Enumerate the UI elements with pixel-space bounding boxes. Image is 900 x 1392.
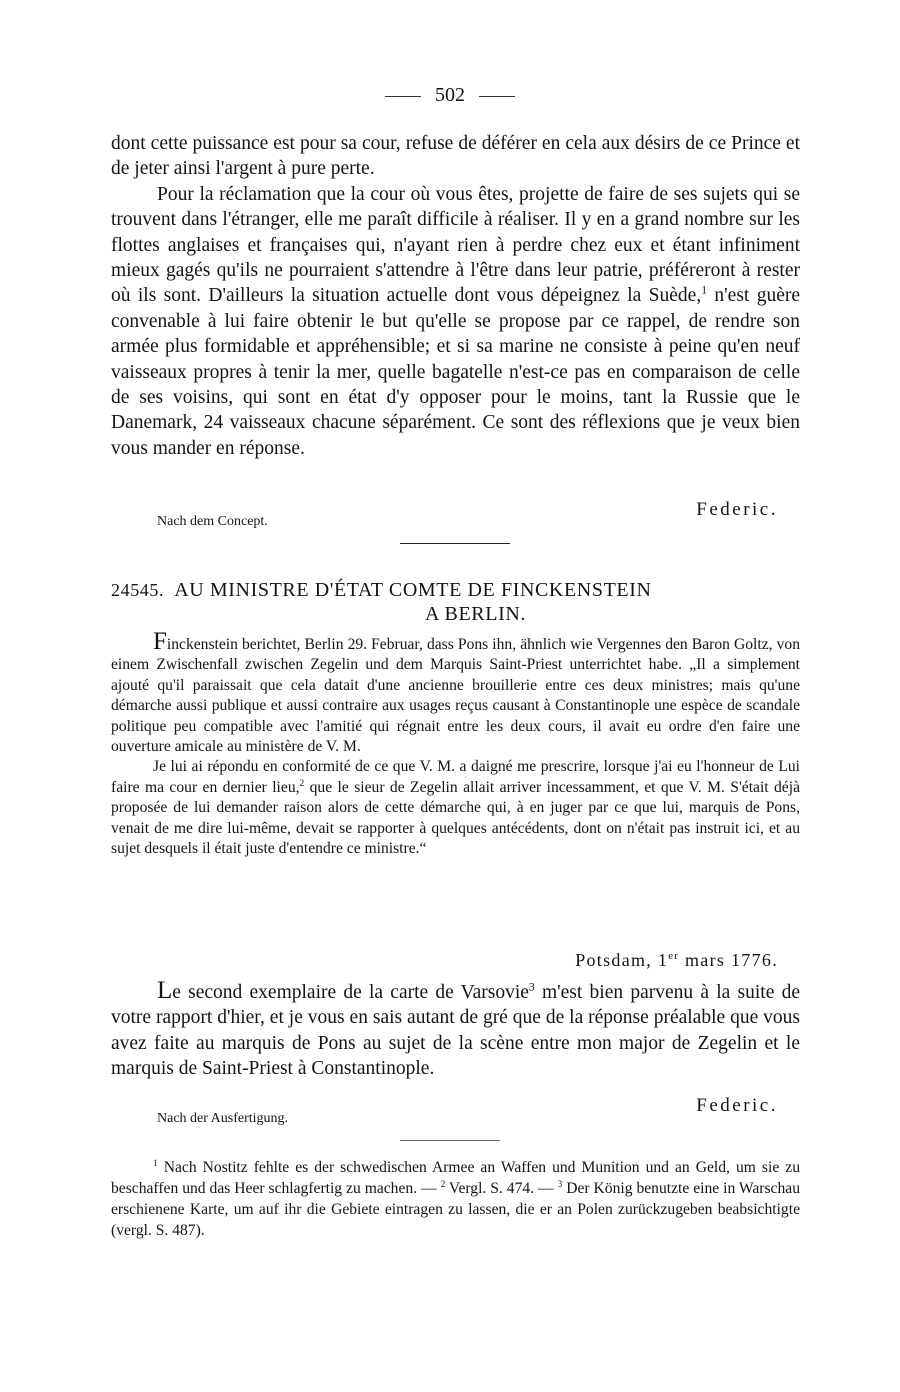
letter2-source-note: Nach der Ausfertigung. [157,1111,289,1126]
document-heading [111,578,800,626]
dateline [575,950,778,971]
letter1-paragraph-2-text-b: n'est guère convenable à lui faire obtenir le but qu'elle se propose par ce rappel, de rendre son armée plus formidable et appréhensible; et si sa marine ne consiste à peine qu'en neuf vaisseaux propres à tenir la mer, quelle bagatelle n'est-ce pas en comparaison de celle de ses voisins, qui sont en état d'y opposer pour le moins, tant la Russie que le Danemark, 24 vaisseaux chacune séparément. Ce sont des réflexions que je veux bien vous mander en réponse. [111,285,801,459]
footnote-2-text: Vergl. S. 474. — [445,1180,558,1197]
footnote-3-mark: 3 [557,1179,563,1190]
footnote-divider [400,1140,500,1141]
header-dash-right [479,96,515,97]
letter2-text-b: m'est bien parvenu à la suite de votre rapport d'hier, et je vous en sais autant de gré que de la réponse préalable que vous avez faite au marquis de Pons au sujet de la scène entre mon major de Zegelin et le marquis de Saint-Priest à Constantinople. [111,982,800,1080]
page-number: 502 [435,84,465,106]
letter1-paragraph-2-text-a: Pour la réclamation que la cour où vous êtes, projette de faire de ses sujets qui se trouvent dans l'étranger, elle me paraît difficile à réaliser. Il y en a grand nombre sur les flottes anglaises et françaises qui, n'ayant rien à perdre chez eux et étant infiniment mieux gagés qu'ils ne pourraient s'attendre à l'être dans leur patrie, préféreront à rester où ils sont. D'ailleurs la situation actuelle dont vous dépeignez la Suède, [111,183,800,307]
summary-paragraph-2-text-b: que le sieur de Zegelin allait arriver incessamment, et que V. M. S'était déjà proposée de lui demander raison alors de cette démarche qui, à en juger par ce que lui, marquis de Pons, venait de me dire lui-même, devait se rapporter à quelques antécédents, dont on n'était pas instruit ici, et au sujet desquels il était juste d'entendre ce ministre.“ [111,778,800,858]
letter1-paragraph-1: dont cette puissance est pour sa cour, refuse de déférer en cela aux désirs de ce Prince et de jeter ainsi l'argent à pure perte. [111,133,800,180]
dateline-date: mars 1776. [679,950,778,970]
document-heading-line-2: A BERLIN. [425,603,526,625]
letter1-source-note: Nach dem Concept. [157,514,268,529]
summary-dropcap: F [153,628,167,655]
summary-paragraph-2-text-a: Je lui ai répondu en conformité de ce que V. M. a daigné me prescrire, lorsque j'ai eu l'honneur de Lui faire ma cour en dernier lieu, [111,758,800,796]
letter2-dropcap: L [157,977,173,1004]
footnote-ref-3: 3 [528,980,535,994]
letter1-signature: Federic. [696,499,778,520]
footnote-3-text: Der König benutzte eine in Warschau erschienene Karte, um auf ihr die Gebiete eintragen zu lassen, die er an Polen zurückzugeben beabsichtigte (vergl. S. 487). [111,1180,800,1239]
document-number: 24545. [111,580,165,600]
summary-paragraph-1-text: inckenstein berichtet, Berlin 29. Februar, dass Pons ihn, ähnlich wie Vergennes den Baron Goltz, von einem Zwischenfall zwischen Zegelin und dem Marquis Saint-Priest unterrichtet habe. „Il a simplement ajouté qu'il paraissait que cela datait d'une ancienne brouillerie entre ces deux ministres; mais qu'une démarche aussi publique et aussi contraire aux usages reçus causant à Constantinople une espèce de scandale politique peu compatible avec l'amitié qui régnait entre les deux cours, il avait eu ordre d'en faire une ouverture amicale au ministère de V. M. [111,636,800,756]
letter2-text-a: e second exemplaire de la carte de Varsovie [172,982,529,1003]
footnote-ref-1: 1 [701,283,708,297]
page-header [0,84,900,107]
summary-body [111,628,800,859]
header-dash-left [385,96,421,97]
document-heading-line-1 [111,578,800,602]
dateline-superscript: er [668,950,680,962]
summary-paragraph-2 [111,757,800,859]
footnote-ref-2: 2 [299,778,305,789]
document-addressee: AU MINISTRE D'ÉTAT COMTE DE FINCKENSTEIN [174,579,652,601]
footnote-2-mark: 2 [440,1179,446,1190]
footnote-1-mark: 1 [153,1158,158,1169]
dateline-place: Potsdam, 1 [575,950,669,970]
letter1-paragraph-2 [111,182,800,461]
letter2-signature: Federic. [696,1095,778,1116]
letter1-body [111,131,800,461]
summary-paragraph-1 [111,628,800,757]
footnote-1-text: Nach Nostitz fehlte es der schwedischen Armee an Waffen und Munition und an Geld, um sie zu beschaffen und das Heer schlagfertig zu machen. — [111,1159,800,1197]
section-divider [400,543,510,544]
letter2-body [111,978,800,1082]
footnotes [111,1157,800,1241]
letter2-paragraph [111,978,800,1082]
